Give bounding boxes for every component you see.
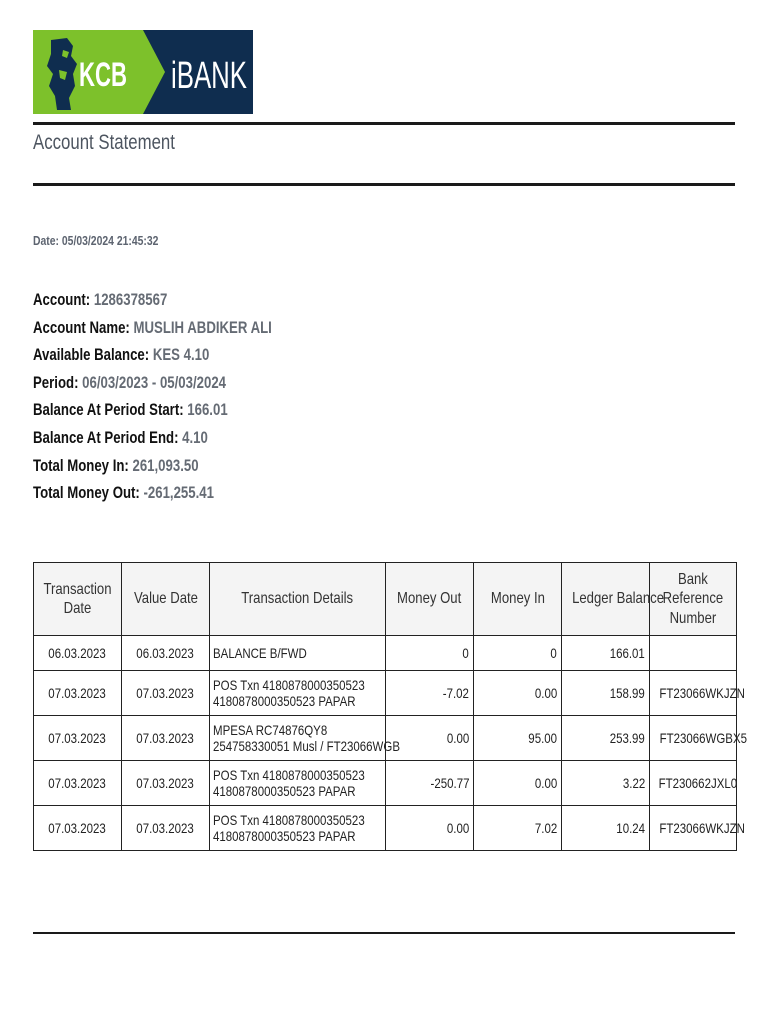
cell-text: 06.03.2023 — [48, 645, 107, 661]
kcb-ibank-logo — [33, 30, 253, 114]
table-row — [34, 671, 737, 716]
cell-reference — [650, 671, 745, 716]
cell-money-out — [386, 636, 474, 671]
info-period — [33, 374, 272, 402]
header-line: Ledger Balance — [572, 590, 665, 608]
header-transaction-details — [210, 563, 386, 636]
info-balance-start — [33, 401, 272, 429]
info-label: Balance At Period End: — [33, 428, 183, 447]
details-line: 254758330051 Musl / FT23066WGB — [213, 738, 400, 754]
cell-value-date — [122, 761, 210, 806]
details-line: 4180878000350523 PAPAR — [213, 693, 356, 709]
cell-text: 7.02 — [534, 820, 557, 836]
cell-money-in — [474, 806, 562, 851]
cell-ledger-balance — [562, 716, 650, 761]
header-ledger-balance — [562, 563, 665, 636]
cell-text: FT23066WGBX5 — [659, 730, 748, 746]
cell-text: 07.03.2023 — [48, 730, 107, 746]
cell-text: 06.03.2023 — [136, 645, 195, 661]
header-money-in — [474, 563, 562, 636]
header-line: Value Date — [133, 590, 198, 608]
logo-kcb-text: KCB — [79, 56, 127, 94]
header-line: Reference — [662, 590, 724, 608]
statement-date: Date: 05/03/2024 21:45:32 — [33, 233, 159, 248]
header-line: Number — [669, 609, 717, 627]
cell-ledger-balance — [562, 636, 650, 671]
info-value: 261,093.50 — [132, 456, 199, 475]
cell-money-in — [474, 636, 562, 671]
details-line: BALANCE B/FWD — [213, 644, 307, 661]
cell-value-date — [122, 671, 210, 716]
cell-text: 0.00 — [534, 685, 557, 701]
details-line: MPESA RC74876QY8 — [213, 721, 328, 738]
cell-money-out — [386, 761, 474, 806]
info-available-balance — [33, 346, 272, 374]
account-info — [33, 291, 332, 512]
cell-text: -7.02 — [442, 685, 469, 701]
bottom-divider — [33, 932, 735, 934]
cell-ledger-balance — [562, 671, 650, 716]
cell-text: FT230662JXL0 — [658, 775, 738, 791]
cell-text: 95.00 — [528, 730, 557, 746]
cell-text: FT23066WKJZN — [659, 685, 745, 701]
cell-transaction-date — [34, 636, 122, 671]
cell-transaction-date — [34, 761, 122, 806]
table-row — [34, 761, 737, 806]
info-value: 166.01 — [187, 401, 228, 420]
info-label: Balance At Period Start: — [33, 401, 188, 420]
info-value: KES 4.10 — [152, 346, 210, 365]
cell-value-date — [122, 806, 210, 851]
info-label: Period: — [33, 373, 83, 392]
info-total-money-in — [33, 457, 272, 485]
info-account — [33, 291, 272, 319]
table-header-row — [34, 563, 737, 636]
info-value: 1286378567 — [93, 291, 168, 309]
header-transaction-date — [34, 563, 122, 636]
table-row — [34, 716, 737, 761]
header-line: Money In — [490, 590, 545, 608]
cell-text: 07.03.2023 — [136, 730, 195, 746]
kcb-ibank-logo-graphic — [33, 30, 253, 114]
info-value: 4.10 — [182, 428, 208, 447]
header-value-date — [122, 563, 210, 636]
cell-money-in — [474, 671, 562, 716]
cell-ledger-balance — [562, 761, 650, 806]
page-title: Account Statement — [33, 131, 175, 154]
header-line: Transaction — [43, 580, 112, 598]
info-balance-end — [33, 429, 272, 457]
header-line: Money Out — [397, 590, 462, 608]
cell-details — [210, 761, 386, 806]
details-line: POS Txn 4180878000350523 — [213, 676, 365, 693]
cell-text: 07.03.2023 — [136, 775, 195, 791]
cell-transaction-date — [34, 806, 122, 851]
cell-text: 3.22 — [622, 775, 645, 791]
cell-money-in — [474, 761, 562, 806]
logo-ibank-text: iBANK — [171, 55, 247, 97]
header-line: Transaction Details — [241, 590, 354, 608]
info-label: Total Money In: — [33, 456, 133, 475]
cell-ledger-balance — [562, 806, 650, 851]
cell-transaction-date — [34, 671, 122, 716]
cell-text: 0 — [550, 645, 557, 661]
details-line: 4180878000350523 PAPAR — [213, 828, 356, 844]
transactions-table — [33, 562, 748, 851]
cell-text: 07.03.2023 — [48, 820, 107, 836]
cell-details — [210, 671, 386, 716]
details-line: 4180878000350523 PAPAR — [213, 783, 356, 799]
cell-reference — [650, 761, 737, 806]
info-total-money-out — [33, 484, 272, 512]
cell-details — [210, 806, 386, 851]
cell-text: 07.03.2023 — [48, 775, 107, 791]
cell-text: -250.77 — [430, 775, 469, 791]
info-account-name — [33, 319, 272, 347]
cell-details — [210, 636, 386, 671]
cell-value-date — [122, 716, 210, 761]
cell-text: 0.00 — [446, 730, 469, 746]
top-divider — [33, 122, 735, 125]
info-label: Account: — [33, 291, 94, 309]
info-label: Total Money Out: — [33, 484, 144, 503]
table-row — [34, 636, 737, 671]
cell-details — [210, 716, 400, 761]
header-line: Date — [63, 600, 92, 617]
cell-text: 07.03.2023 — [48, 685, 107, 701]
info-label: Available Balance: — [33, 346, 153, 365]
info-label: Account Name: — [33, 318, 134, 337]
title-divider — [33, 183, 735, 186]
cell-text: 253.99 — [609, 730, 645, 746]
header-bank-reference-number — [650, 563, 737, 636]
details-line: POS Txn 4180878000350523 — [213, 811, 365, 828]
cell-text: 158.99 — [609, 685, 645, 701]
cell-text: 10.24 — [616, 820, 645, 836]
table-row — [34, 806, 737, 851]
cell-text: FT23066WKJZN — [659, 820, 745, 836]
header-line: Bank — [678, 571, 708, 589]
info-value: 06/03/2023 - 05/03/2024 — [82, 373, 227, 392]
cell-text: 166.01 — [609, 645, 645, 661]
cell-transaction-date — [34, 716, 122, 761]
cell-reference — [650, 716, 748, 761]
cell-money-in — [474, 716, 562, 761]
info-value: MUSLIH ABDIKER ALI — [133, 318, 272, 337]
cell-text: 0 — [462, 645, 469, 661]
cell-value-date — [122, 636, 210, 671]
cell-text: 07.03.2023 — [136, 820, 195, 836]
cell-text: 0.00 — [534, 775, 557, 791]
cell-text: 07.03.2023 — [136, 685, 195, 701]
cell-money-out — [386, 806, 474, 851]
info-value: -261,255.41 — [143, 484, 214, 503]
cell-text: 0.00 — [446, 820, 469, 836]
cell-reference — [650, 806, 745, 851]
header-money-out — [386, 563, 474, 636]
details-line: POS Txn 4180878000350523 — [213, 766, 365, 783]
cell-money-out — [386, 671, 474, 716]
cell-reference — [650, 636, 737, 671]
